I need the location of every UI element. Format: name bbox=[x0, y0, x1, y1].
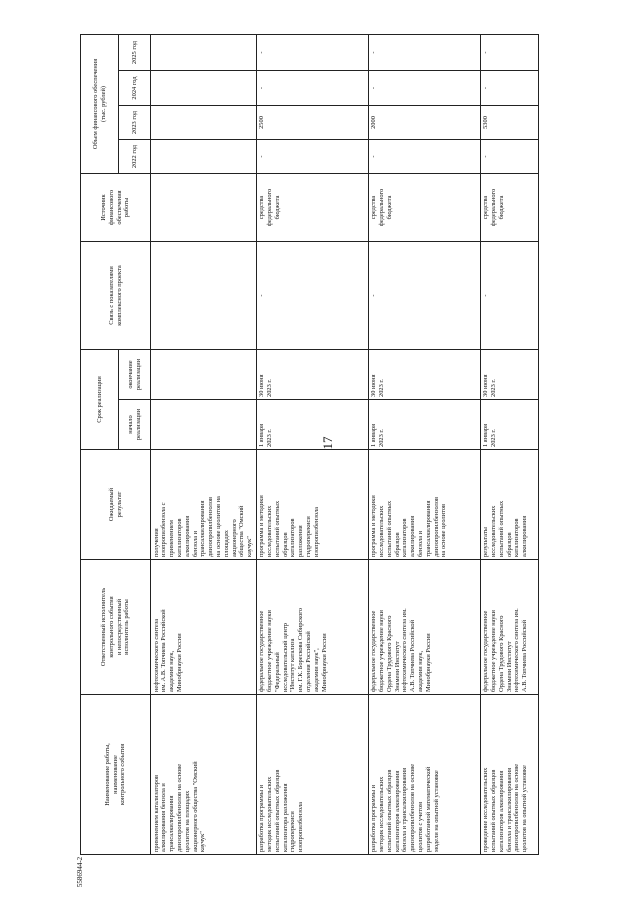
header-link: Связь с показателями комплексного проекта bbox=[81, 242, 151, 350]
table-row bbox=[368, 35, 480, 855]
row-y2022: - bbox=[480, 140, 538, 174]
plan-table-container bbox=[80, 35, 536, 855]
row-y2025: - bbox=[256, 35, 368, 71]
row-y2023: 5300 bbox=[480, 106, 538, 140]
header-year-2025: 2025 год bbox=[119, 35, 151, 71]
row-source: средства федерального бюджета bbox=[368, 174, 480, 242]
page-number-text: 17 bbox=[320, 436, 335, 450]
header-start: начало реализации bbox=[119, 400, 151, 450]
row-link: - bbox=[368, 242, 480, 350]
row-name: разработка программы и методик исследовательских испытаний опытных образцов катализаторов алкилирования бензола и трансалкилирования диизопропилбензолов на основе цеолитов с учетом разработанной математической модели на опытной установке bbox=[368, 695, 480, 855]
row-source bbox=[151, 174, 257, 242]
header-source: Источник финансового обеспечения работы bbox=[81, 174, 151, 242]
row-executor: федеральное государственное бюджетное учреждение науки "Федеральный исследовательский центр "Институт катализа им. Г.К. Борескова Сибирского отделения Российской академии наук", Минобрнауки России bbox=[256, 560, 368, 695]
row-result: получения изопропилбензола с применением катализаторов алкилирования бензола и трансалкилирования диизопропилбензолов на основе цеолитов на площадях акционерного общества "Омский каучук" bbox=[151, 450, 257, 560]
row-executor: федеральное государственное бюджетное учреждение науки Ордена Трудового Красного Знамени Институт нефтехимического синтеза им. А.В. Топчиева Российской bbox=[480, 560, 538, 695]
row-executor: федеральное государственное бюджетное учреждение науки Ордена Трудового Красного Знамени Институт нефтехимического синтеза им. А.В. Топчиева Российской академии наук, Минобрнауки России bbox=[368, 560, 480, 695]
row-start: 1 января 2023 г. bbox=[256, 400, 368, 450]
header-name: Наименование работы, наименование контрольного события bbox=[81, 695, 151, 855]
row-start: 1 января 2023 г. bbox=[368, 400, 480, 450]
row-y2025 bbox=[151, 35, 257, 71]
row-y2024: - bbox=[256, 71, 368, 106]
row-y2024: - bbox=[368, 71, 480, 106]
row-name: разработка программы и методик исследовательских испытаний опытных образцов катализатора разложения гидроперекиси изопропилбензола bbox=[256, 695, 368, 855]
row-result: программа и методики исследовательских испытаний опытных образцов катализаторов алкилирования бензола и трансалкилирования диизопропилбензолов на основе цеолитов bbox=[368, 450, 480, 560]
document-id-text: 5586944-2 bbox=[76, 856, 84, 888]
row-executor: нефтехимического синтеза им. А.В. Топчиева Российской академии наук, Минобрнауки России bbox=[151, 560, 257, 695]
row-name: проведение исследовательских испытаний опытных образцов катализаторов алкилирования бензола и трансалкилирования диизопропилбензолов на основе цеолитов на опытной установке bbox=[480, 695, 538, 855]
row-y2024 bbox=[151, 71, 257, 106]
row-start: 1 января 2023 г. bbox=[480, 400, 538, 450]
row-end bbox=[151, 350, 257, 400]
row-start bbox=[151, 400, 257, 450]
header-funding: Объем финансового обеспечения (тыс. рублей) bbox=[81, 35, 119, 174]
row-y2022: - bbox=[368, 140, 480, 174]
row-y2025: - bbox=[368, 35, 480, 71]
row-name: применением катализаторов алкилирования бензола и трансалкилирования диизопропилбензолов на основе цеолитов на площадях акционерного общества "Омский каучук" bbox=[151, 695, 257, 855]
row-end: 30 июня 2023 г. bbox=[480, 350, 538, 400]
header-year-2023: 2023 год bbox=[119, 106, 151, 140]
table-row bbox=[256, 35, 368, 855]
row-y2023: 2500 bbox=[256, 106, 368, 140]
row-end: 30 июня 2023 г. bbox=[256, 350, 368, 400]
header-executor: Ответственный исполнитель контрольного события и непосредственный исполнитель работы bbox=[81, 560, 151, 695]
header-year-2022: 2022 год bbox=[119, 140, 151, 174]
row-link bbox=[151, 242, 257, 350]
header-end: окончание реализации bbox=[119, 350, 151, 400]
plan-table bbox=[80, 34, 539, 855]
header-year-2024: 2024 год bbox=[119, 71, 151, 106]
row-y2025: - bbox=[480, 35, 538, 71]
row-result: результаты исследовательских испытаний опытных образцов катализаторов алкилирования bbox=[480, 450, 538, 560]
header-result: Ожидаемый результат bbox=[81, 450, 151, 560]
header-period: Срок реализации bbox=[81, 350, 119, 450]
row-source: средства федерального бюджета bbox=[256, 174, 368, 242]
table-row bbox=[151, 35, 257, 855]
row-y2022 bbox=[151, 140, 257, 174]
row-source: средства федерального бюджета bbox=[480, 174, 538, 242]
table-row bbox=[480, 35, 538, 855]
row-link: - bbox=[480, 242, 538, 350]
row-end: 30 июня 2023 г. bbox=[368, 350, 480, 400]
row-result: программа и методики исследовательских испытаний опытных образцов катализаторов разложения гидроперекиси изопропилбензола bbox=[256, 450, 368, 560]
row-y2023 bbox=[151, 106, 257, 140]
row-y2024: - bbox=[480, 71, 538, 106]
row-y2022: - bbox=[256, 140, 368, 174]
row-link: - bbox=[256, 242, 368, 350]
row-y2023: 2000 bbox=[368, 106, 480, 140]
